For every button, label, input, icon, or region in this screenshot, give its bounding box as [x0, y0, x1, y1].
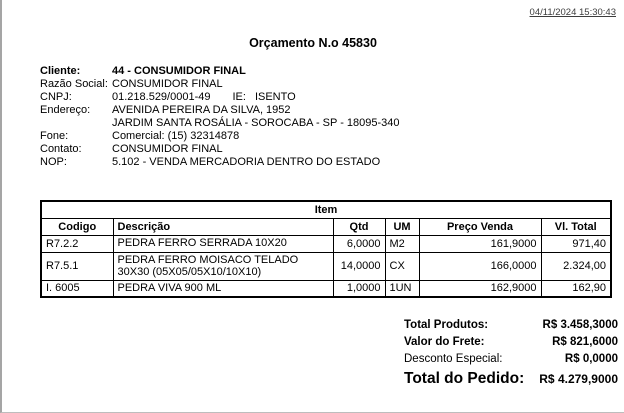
column-header-um: UM — [385, 218, 419, 235]
cell-qtd: 14,0000 — [333, 252, 385, 280]
cell-codigo: I. 6005 — [41, 280, 113, 297]
cell-qtd: 6,0000 — [333, 235, 385, 252]
column-header-vl-total: Vl. Total — [541, 218, 611, 235]
field-value: 01.218.529/0001-49 — [112, 91, 211, 103]
field-value: CONSUMIDOR FINAL — [112, 143, 223, 155]
field-value: 5.102 - VENDA MERCADORIA DENTRO DO ESTADO — [112, 156, 381, 168]
field-label — [40, 117, 112, 130]
totals-value: R$ 4.279,9000 — [539, 372, 618, 386]
totals-block — [404, 319, 618, 393]
field-label: Cliente: — [40, 65, 81, 77]
client-row-razao-social — [40, 78, 400, 91]
totals-row-total-produtos — [404, 319, 618, 331]
totals-row-desconto-especial — [404, 353, 618, 365]
field-value: Comercial: (15) 32314878 — [112, 130, 240, 142]
totals-value: R$ 3.458,3000 — [542, 319, 618, 331]
table-row — [41, 280, 611, 297]
report-timestamp: 04/11/2024 15:30:43 — [529, 7, 616, 18]
field-value: AVENIDA PEREIRA DA SILVA, 1952 — [112, 104, 291, 116]
cell-vl-total: 162,90 — [541, 280, 611, 297]
table-row — [41, 252, 611, 280]
totals-row-total-pedido — [404, 370, 618, 388]
items-table — [40, 200, 612, 298]
cell-qtd: 1,0000 — [333, 280, 385, 297]
cell-preco-venda: 162,9000 — [419, 280, 541, 297]
totals-label: Total do Pedido: — [404, 370, 525, 387]
client-row-cnpj — [40, 91, 400, 104]
totals-label: Total Produtos: — [404, 319, 489, 331]
cell-descricao: PEDRA VIVA 900 ML — [113, 280, 333, 297]
field-label: NOP: — [40, 156, 67, 168]
cell-descricao: PEDRA FERRO SERRADA 10X20 — [113, 235, 333, 252]
field-label: Endereço: — [40, 104, 91, 116]
field-value-ie: ISENTO — [254, 91, 296, 103]
cell-codigo: R7.2.2 — [41, 235, 113, 252]
client-info-block — [40, 65, 400, 169]
field-label: Fone: — [40, 130, 69, 142]
field-value: 44 - CONSUMIDOR FINAL — [112, 65, 246, 77]
cell-preco-venda: 166,0000 — [419, 252, 541, 280]
client-row-cliente — [40, 65, 400, 78]
client-row-contato — [40, 143, 400, 156]
table-group-header-row — [41, 201, 611, 218]
field-value: JARDIM SANTA ROSÁLIA - SOROCABA - SP - 18095-340 — [112, 117, 400, 129]
cell-um: CX — [385, 252, 419, 280]
client-row-nop — [40, 156, 400, 169]
table-row — [41, 235, 611, 252]
column-header-preco-venda: Preço Venda — [419, 218, 541, 235]
client-row-fone — [40, 130, 400, 143]
cell-um: M2 — [385, 235, 419, 252]
cell-vl-total: 971,40 — [541, 235, 611, 252]
field-value: CONSUMIDOR FINAL — [112, 78, 223, 90]
table-group-header: Item — [41, 201, 611, 218]
field-label: CNPJ: — [40, 91, 72, 103]
totals-label: Desconto Especial: — [404, 353, 503, 365]
client-row-endereco-line2 — [40, 117, 400, 130]
field-label: Contato: — [40, 143, 82, 155]
cell-codigo: R7.5.1 — [41, 252, 113, 280]
totals-value: R$ 0,0000 — [564, 353, 618, 365]
cell-descricao: PEDRA FERRO MOISACO TELADO 30X30 (05X05/05X10/10X10) — [113, 252, 333, 280]
cell-preco-venda: 161,9000 — [419, 235, 541, 252]
page-title: Orçamento N.o 45830 — [249, 36, 377, 50]
column-header-descricao: Descrição — [113, 218, 333, 235]
column-header-codigo: Codigo — [41, 218, 113, 235]
totals-label: Valor do Frete: — [404, 336, 485, 348]
client-row-endereco — [40, 104, 400, 117]
table-header-row — [41, 218, 611, 235]
column-header-qtd: Qtd — [333, 218, 385, 235]
totals-value: R$ 821,6000 — [552, 336, 618, 348]
field-label: Razão Social: — [40, 78, 108, 90]
field-label-ie: IE: — [232, 91, 246, 103]
totals-row-valor-frete — [404, 336, 618, 348]
cell-vl-total: 2.324,00 — [541, 252, 611, 280]
cell-um: 1UN — [385, 280, 419, 297]
